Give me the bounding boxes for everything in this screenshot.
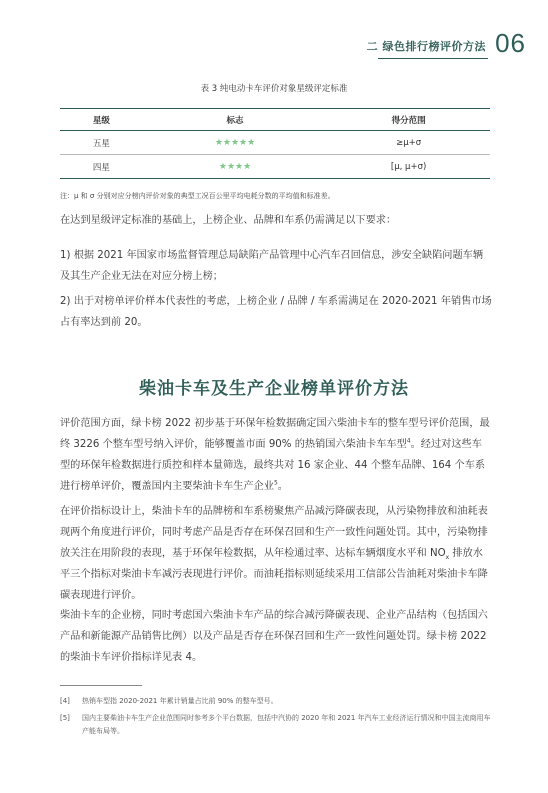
intro-paragraph: 在达到星级评定标准的基础上，上榜企业、品牌和车系仍需满足以下要求： bbox=[60, 215, 397, 226]
footnote-4 bbox=[60, 695, 492, 708]
column-header-range: 得分范围 bbox=[327, 109, 490, 131]
footnote-5 bbox=[60, 712, 492, 738]
footnote-text: 热销车型指 2020-2021 年累计销量占比前 90% 的整车型号。 bbox=[82, 697, 278, 705]
column-header-level: 星级 bbox=[60, 109, 143, 131]
scope-paragraph bbox=[60, 413, 492, 497]
range-cell: [μ, μ+σ) bbox=[327, 155, 490, 179]
indicator-paragraph bbox=[60, 501, 492, 606]
footnote-ref-4: 4 bbox=[406, 437, 411, 445]
requirement-1: 1) 根据 2021 年国家市场监督管理总局缺陷产品管理中心汽车召回信息，涉安全缺陷问题车辆及其生产企业无法在对应分榜上榜； bbox=[60, 250, 484, 282]
indicator-text-1: 在评价指标设计上，柴油卡车的品牌榜和车系榜聚焦产品减污降碳表现，从污染物排放和油耗表现两个角度进行评价，同时考虑产品是否存在环保召回和生产一致性问题处罚。其中，污染物排放关注在用阶段的表现，基于环保年检数据，从年检通过率、达标车辆烟度水平和 NO bbox=[60, 506, 488, 559]
requirement-2: 2) 出于对榜单评价样本代表性的考虑，上榜企业 / 品牌 / 车系需满足在 2020-2021 年销售市场占有率达到前 20。 bbox=[60, 296, 492, 328]
table-row bbox=[60, 131, 490, 155]
column-header-mark: 标志 bbox=[143, 109, 327, 131]
footnote-rule bbox=[60, 685, 142, 686]
star-icon bbox=[143, 155, 327, 179]
footnote-number: [5] bbox=[60, 714, 70, 722]
page-number: 06 bbox=[495, 28, 526, 58]
stars-five: ★★★★★ bbox=[214, 137, 256, 148]
scope-text-3: 。 bbox=[277, 481, 288, 492]
table-note: 注：μ 和 σ 分别对应分榜内评价对象的典型工况百公里平均电耗分数的平均值和标准差。 bbox=[60, 192, 335, 200]
star-icon bbox=[143, 131, 327, 155]
scope-text-2: 。经过对这些车型的环保年检数据进行质控和样本量筛选，最终共对 16 家企业、44 个整车品牌、164 个车系进行榜单评价，覆盖国内主要柴油卡车生产企业 bbox=[60, 439, 486, 492]
section-header-title: 二 绿色排行榜评价方法 bbox=[366, 40, 486, 53]
nox-subscript: x bbox=[445, 554, 450, 562]
header-rule bbox=[378, 58, 488, 59]
enterprise-paragraph: 柴油卡车的企业榜，同时考虑国六柴油卡车产品的综合减污降碳表现、企业产品结构（包括国六产品和新能源产品销售比例）以及产品是否存在环保召回和生产一致性问题处罚。绿卡榜 2022 的柴油卡车评价指标详见表 4。 bbox=[60, 610, 488, 663]
footnote-number: [4] bbox=[60, 697, 70, 705]
table-row bbox=[60, 155, 490, 179]
section-heading: 柴油卡车及生产企业榜单评价方法 bbox=[139, 379, 409, 399]
table-caption: 表 3 纯电动卡车评价对象星级评定标准 bbox=[200, 84, 348, 94]
scope-text-1: 评价范围方面，绿卡榜 2022 初步基于环保年检数据确定国六柴油卡车的整车型号评价范围，最终 3226 个整车型号纳入评价，能够覆盖市面 90% 的热销国六柴油卡车车型 bbox=[60, 418, 490, 450]
footnote-ref-5: 5 bbox=[273, 479, 278, 487]
footnote-text: 国内主要柴油卡车生产企业范围同时参考多个平台数据，包括中汽协的 2020 年和 2021 年汽车工业经济运行情况和中国主流商用车产能布局等。 bbox=[82, 714, 491, 735]
range-cell: ≥μ+σ bbox=[327, 131, 490, 155]
star-rating-table bbox=[60, 108, 490, 179]
level-cell: 四星 bbox=[60, 155, 143, 179]
level-cell: 五星 bbox=[60, 131, 143, 155]
indicator-text-2: 排放水平三个指标对柴油卡车减污表现进行评价。而油耗指标则延续采用工信部公告油耗对柴油卡车降碳表现进行评价。 bbox=[60, 548, 488, 601]
stars-four: ★★★★ bbox=[218, 161, 252, 172]
